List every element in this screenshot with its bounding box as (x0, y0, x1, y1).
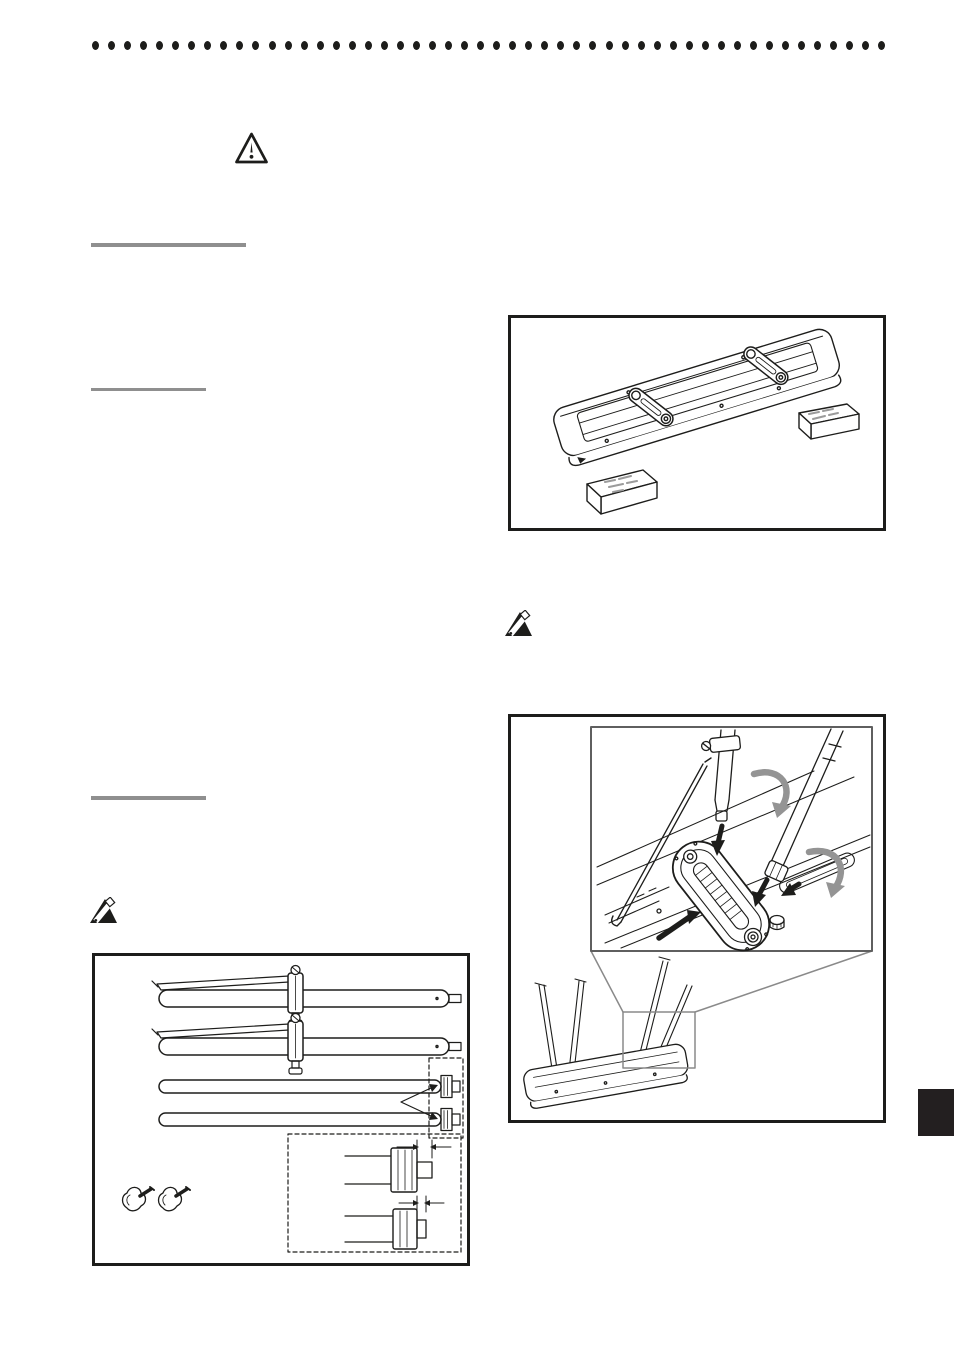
divider-dot (301, 41, 308, 50)
divider-dot (509, 41, 516, 50)
figure-leg-attachment (508, 714, 886, 1123)
divider-dot (830, 41, 837, 50)
divider-dot (686, 41, 693, 50)
cross-rod (159, 1076, 460, 1098)
divider-dot (445, 41, 452, 50)
divider-dot (734, 41, 741, 50)
divider-dot (156, 41, 163, 50)
divider-dot (349, 41, 356, 50)
wing-bolt (123, 1187, 155, 1211)
divider-dot (461, 41, 468, 50)
keyboard-body (549, 321, 846, 469)
figure-stand-parts (92, 953, 470, 1266)
dotted-divider (92, 40, 886, 50)
exclamation-dot (250, 155, 254, 159)
divider-dot (846, 41, 853, 50)
divider-dot (108, 41, 115, 50)
divider-dot (557, 41, 564, 50)
divider-dot (862, 41, 869, 50)
divider-dot (333, 41, 340, 50)
leg-assembly (152, 1014, 461, 1075)
divider-dot (285, 41, 292, 50)
cross-rod (159, 1109, 460, 1131)
leg-attachment-drawing (511, 717, 883, 1120)
divider-dot (124, 41, 131, 50)
divider-dot (172, 41, 179, 50)
wing-bolt (159, 1187, 191, 1211)
caution-triangle-icon (234, 131, 269, 166)
divider-dot (573, 41, 580, 50)
divider-dot (638, 41, 645, 50)
divider-dot (236, 41, 243, 50)
divider-dot (782, 41, 789, 50)
divider-dot (606, 41, 613, 50)
divider-dot (670, 41, 677, 50)
divider-dot (477, 41, 484, 50)
rod-end-closeup (345, 1140, 451, 1192)
divider-dot (878, 41, 885, 50)
divider-dot (541, 41, 548, 50)
divider-dot (702, 41, 709, 50)
note-pencil-icon (89, 897, 119, 925)
divider-dot (220, 41, 227, 50)
callout-projection-lines (591, 951, 872, 1012)
divider-dot (188, 41, 195, 50)
figure-keyboard-underside-packing (508, 315, 886, 531)
divider-dot (622, 41, 629, 50)
section-rule (91, 243, 246, 247)
divider-dot (381, 41, 388, 50)
exclamation-bar (250, 143, 252, 153)
dashed-detail-box (288, 1134, 461, 1252)
divider-dot (140, 41, 147, 50)
divider-dot (413, 41, 420, 50)
leg-assembly (152, 966, 461, 1027)
divider-dot (798, 41, 805, 50)
section-rule (91, 796, 206, 800)
divider-dot (252, 41, 259, 50)
divider-dot (397, 41, 404, 50)
divider-dot (750, 41, 757, 50)
divider-dot (92, 41, 99, 50)
divider-dot (718, 41, 725, 50)
packing-foam-right (799, 404, 859, 439)
divider-dot (525, 41, 532, 50)
divider-dot (317, 41, 324, 50)
note-pencil-icon (504, 610, 534, 638)
divider-dot (204, 41, 211, 50)
divider-dot (589, 41, 596, 50)
divider-dot (654, 41, 661, 50)
divider-dot (365, 41, 372, 50)
keyboard-with-legs (522, 957, 692, 1110)
divider-dot (493, 41, 500, 50)
divider-dot (429, 41, 436, 50)
divider-dot (766, 41, 773, 50)
keyboard-underside-drawing (511, 318, 883, 528)
divider-dot (814, 41, 821, 50)
divider-dot (269, 41, 276, 50)
packing-foam-left (587, 470, 657, 514)
stand-parts-drawing (95, 956, 467, 1263)
page-index-tab (918, 1089, 954, 1136)
section-rule (91, 388, 206, 391)
rod-end-closeup (345, 1196, 444, 1249)
